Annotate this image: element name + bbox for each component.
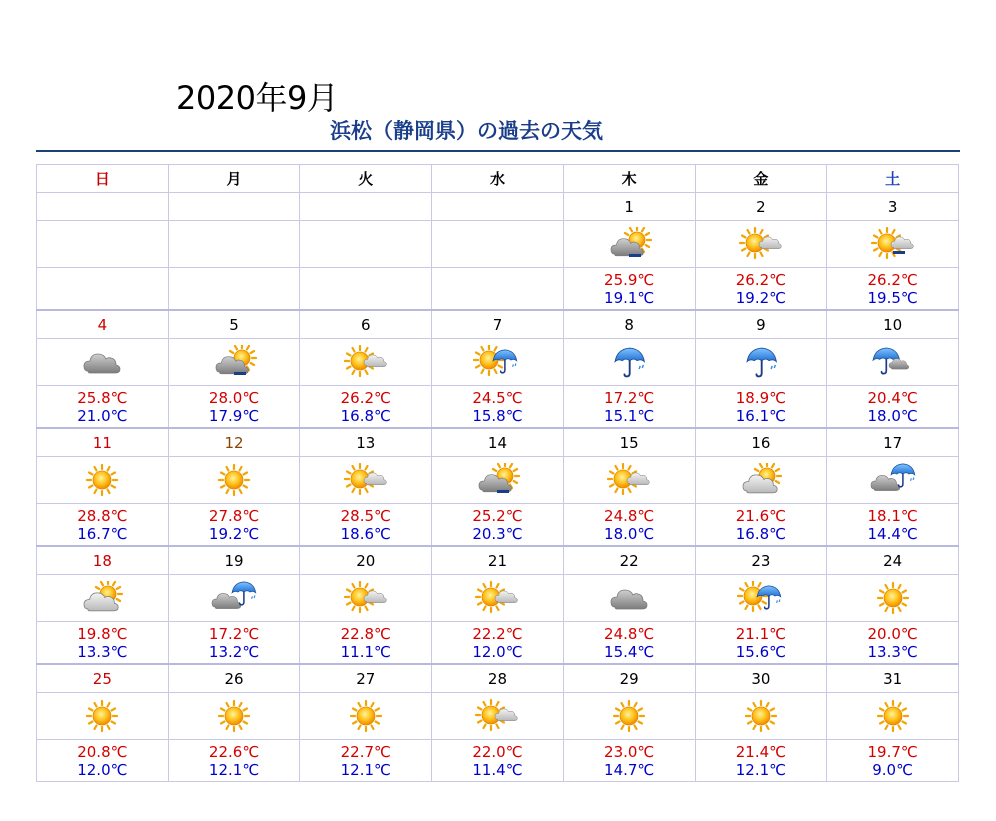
temperature-cell xyxy=(695,386,827,429)
day-number xyxy=(37,193,169,221)
low-temperature: 19.2℃ xyxy=(208,524,260,543)
day-number: 6 xyxy=(300,310,432,339)
weather-calendar xyxy=(36,164,960,790)
temperature-cell xyxy=(37,504,169,547)
temperature-cell xyxy=(563,386,695,429)
weather-icon-cell xyxy=(168,339,300,386)
sun-icon xyxy=(210,699,258,733)
sun-icon xyxy=(869,699,917,733)
temperature-cell xyxy=(37,740,169,782)
weather-icon-cell xyxy=(432,221,564,268)
weather-icon-cell xyxy=(300,339,432,386)
low-temperature: 11.4℃ xyxy=(472,760,523,779)
sun-cloud-icon xyxy=(342,345,390,379)
temperature-row xyxy=(37,740,959,782)
high-temperature: 22.2℃ xyxy=(472,624,523,643)
low-temperature: 11.1℃ xyxy=(340,642,391,661)
temperature-cell xyxy=(168,622,300,665)
sun-icon xyxy=(210,463,258,497)
day-number: 8 xyxy=(563,310,695,339)
day-number: 10 xyxy=(827,310,959,339)
low-temperature: 16.8℃ xyxy=(735,524,786,543)
low-temperature: 12.0℃ xyxy=(472,642,523,661)
temperature-cell xyxy=(432,504,564,547)
calendar-body xyxy=(37,193,959,782)
temperature-cell xyxy=(695,740,827,782)
weekday-sun: 日 xyxy=(37,165,169,193)
sun-cloud-icon xyxy=(605,463,653,497)
weekday-wed: 水 xyxy=(432,165,564,193)
sun-cloud-icon xyxy=(342,463,390,497)
high-temperature: 25.9℃ xyxy=(604,270,655,289)
high-temperature: 18.1℃ xyxy=(867,506,918,525)
day-number: 11 xyxy=(37,428,169,457)
day-number xyxy=(300,193,432,221)
high-temperature: 22.6℃ xyxy=(208,742,260,761)
day-number xyxy=(432,193,564,221)
day-number: 19 xyxy=(168,546,300,575)
weather-icon-cell xyxy=(37,457,169,504)
low-temperature: 13.3℃ xyxy=(867,642,918,661)
weekday-sat: 土 xyxy=(827,165,959,193)
high-temperature: 21.6℃ xyxy=(735,506,786,525)
low-temperature: 17.9℃ xyxy=(208,406,260,425)
cloud-sun-rain-icon xyxy=(210,345,258,379)
high-temperature: 18.9℃ xyxy=(735,388,786,407)
weather-icon-cell xyxy=(300,457,432,504)
weather-icon-row xyxy=(37,457,959,504)
temperature-cell xyxy=(827,386,959,429)
high-temperature: 26.2℃ xyxy=(735,270,786,289)
temperature-cell xyxy=(695,622,827,665)
high-temperature: 22.7℃ xyxy=(340,742,391,761)
low-temperature: 18.6℃ xyxy=(340,524,391,543)
weather-icon-cell xyxy=(168,457,300,504)
weather-icon-cell xyxy=(563,221,695,268)
weekday-fri: 金 xyxy=(695,165,827,193)
temperature-cell xyxy=(37,622,169,665)
temperature-cell xyxy=(300,740,432,782)
day-number: 5 xyxy=(168,310,300,339)
weekday-mon: 月 xyxy=(168,165,300,193)
day-number: 30 xyxy=(695,664,827,693)
sun-icon xyxy=(869,581,917,615)
temperature-cell xyxy=(563,504,695,547)
weather-icon-cell xyxy=(432,575,564,622)
temperature-cell xyxy=(563,740,695,782)
high-temperature: 23.0℃ xyxy=(604,742,655,761)
temperature-cell xyxy=(168,740,300,782)
low-temperature: 18.0℃ xyxy=(867,406,918,425)
weather-icon-cell xyxy=(827,339,959,386)
weather-icon-cell xyxy=(300,693,432,740)
high-temperature: 28.0℃ xyxy=(208,388,260,407)
weather-icon-cell xyxy=(37,339,169,386)
high-temperature: 20.0℃ xyxy=(867,624,918,643)
low-temperature: 16.1℃ xyxy=(735,406,786,425)
high-temperature: 26.2℃ xyxy=(340,388,391,407)
low-temperature: 15.1℃ xyxy=(604,406,655,425)
low-temperature: 15.8℃ xyxy=(472,406,523,425)
low-temperature: 13.2℃ xyxy=(208,642,260,661)
sun-icon xyxy=(342,699,390,733)
temperature-cell xyxy=(695,504,827,547)
temperature-cell xyxy=(432,386,564,429)
high-temperature: 28.5℃ xyxy=(340,506,391,525)
low-temperature: 14.7℃ xyxy=(604,760,655,779)
temperature-row xyxy=(37,622,959,665)
low-temperature: 21.0℃ xyxy=(77,406,128,425)
weather-icon-row xyxy=(37,575,959,622)
high-temperature: 19.8℃ xyxy=(77,624,128,643)
temperature-cell xyxy=(827,268,959,311)
temperature-cell xyxy=(695,268,827,311)
weather-icon-row xyxy=(37,693,959,740)
sun-icon xyxy=(78,699,126,733)
day-number: 14 xyxy=(432,428,564,457)
day-number: 9 xyxy=(695,310,827,339)
high-temperature: 19.7℃ xyxy=(867,742,918,761)
day-number: 15 xyxy=(563,428,695,457)
temperature-cell xyxy=(168,268,300,311)
sun-umbrella-icon xyxy=(473,345,521,379)
temperature-cell xyxy=(827,504,959,547)
year-month-label: 2020年9月 xyxy=(176,79,339,117)
low-temperature: 12.1℃ xyxy=(340,760,391,779)
low-temperature: 19.5℃ xyxy=(867,288,918,307)
temperature-cell xyxy=(300,386,432,429)
high-temperature: 21.4℃ xyxy=(735,742,786,761)
temperature-cell xyxy=(827,740,959,782)
weather-icon-row xyxy=(37,221,959,268)
temperature-cell xyxy=(37,386,169,429)
high-temperature: 22.0℃ xyxy=(472,742,523,761)
high-temperature: 24.8℃ xyxy=(604,624,655,643)
title-divider xyxy=(36,150,960,152)
weekday-thu: 木 xyxy=(563,165,695,193)
umbrella-cloud-icon xyxy=(869,345,917,379)
low-temperature: 9.0℃ xyxy=(872,760,913,779)
day-number: 7 xyxy=(432,310,564,339)
weather-icon-cell xyxy=(300,221,432,268)
low-temperature: 16.7℃ xyxy=(77,524,128,543)
low-temperature: 18.0℃ xyxy=(604,524,655,543)
cloud-sun-icon xyxy=(737,463,785,497)
weather-icon-cell xyxy=(827,221,959,268)
cloud-icon xyxy=(78,345,126,379)
day-number: 12 xyxy=(168,428,300,457)
weather-icon-cell xyxy=(168,575,300,622)
cloud-umbrella-icon xyxy=(210,581,258,615)
weather-icon-cell xyxy=(827,457,959,504)
temperature-cell xyxy=(168,386,300,429)
day-number: 23 xyxy=(695,546,827,575)
high-temperature: 27.8℃ xyxy=(208,506,260,525)
day-number: 17 xyxy=(827,428,959,457)
cloud-sun-rain-icon xyxy=(605,227,653,261)
cloud-sun-rain-icon xyxy=(473,463,521,497)
weekday-header-row xyxy=(37,165,959,193)
weather-icon-cell xyxy=(563,339,695,386)
day-number: 29 xyxy=(563,664,695,693)
cloud-sun-icon xyxy=(78,581,126,615)
day-number: 28 xyxy=(432,664,564,693)
weekday-tue: 火 xyxy=(300,165,432,193)
high-temperature: 24.5℃ xyxy=(472,388,523,407)
umbrella-icon xyxy=(737,345,785,379)
temperature-cell xyxy=(432,740,564,782)
low-temperature: 12.1℃ xyxy=(208,760,260,779)
low-temperature: 19.2℃ xyxy=(735,288,786,307)
sun-icon xyxy=(605,699,653,733)
high-temperature: 24.8℃ xyxy=(604,506,655,525)
low-temperature: 15.6℃ xyxy=(735,642,786,661)
page-title: 浜松（静岡県）の過去の天気 xyxy=(330,119,603,143)
weather-icon-cell xyxy=(695,693,827,740)
sun-icon xyxy=(737,699,785,733)
temperature-cell xyxy=(432,622,564,665)
day-number-row xyxy=(37,193,959,221)
high-temperature: 21.1℃ xyxy=(735,624,786,643)
day-number-row xyxy=(37,428,959,457)
day-number: 24 xyxy=(827,546,959,575)
sun-icon xyxy=(78,463,126,497)
low-temperature: 19.1℃ xyxy=(604,288,655,307)
day-number: 13 xyxy=(300,428,432,457)
weather-icon-cell xyxy=(168,693,300,740)
low-temperature: 16.8℃ xyxy=(340,406,391,425)
temperature-cell xyxy=(300,268,432,311)
temperature-cell xyxy=(300,622,432,665)
temperature-cell xyxy=(300,504,432,547)
sun-cloud-icon xyxy=(473,581,521,615)
day-number: 25 xyxy=(37,664,169,693)
day-number: 18 xyxy=(37,546,169,575)
low-temperature: 13.3℃ xyxy=(77,642,128,661)
high-temperature: 20.4℃ xyxy=(867,388,918,407)
day-number: 22 xyxy=(563,546,695,575)
high-temperature: 28.8℃ xyxy=(77,506,128,525)
weather-icon-cell xyxy=(695,339,827,386)
weather-icon-cell xyxy=(37,575,169,622)
weather-icon-cell xyxy=(432,457,564,504)
day-number: 1 xyxy=(563,193,695,221)
weather-icon-cell xyxy=(563,693,695,740)
low-temperature: 20.3℃ xyxy=(472,524,523,543)
weather-icon-cell xyxy=(300,575,432,622)
weather-icon-cell xyxy=(827,693,959,740)
high-temperature: 20.8℃ xyxy=(77,742,128,761)
temperature-cell xyxy=(432,268,564,311)
day-number-row xyxy=(37,546,959,575)
day-number: 27 xyxy=(300,664,432,693)
temperature-cell xyxy=(37,268,169,311)
sun-cloud-rain-icon xyxy=(869,227,917,261)
weather-icon-cell xyxy=(827,575,959,622)
weather-icon-cell xyxy=(563,457,695,504)
high-temperature: 17.2℃ xyxy=(604,388,655,407)
weather-icon-cell xyxy=(37,693,169,740)
day-number: 21 xyxy=(432,546,564,575)
weather-icon-cell xyxy=(695,457,827,504)
weather-icon-cell xyxy=(432,693,564,740)
sun-cloud-icon xyxy=(473,699,521,733)
day-number: 3 xyxy=(827,193,959,221)
temperature-row xyxy=(37,386,959,429)
weather-icon-row xyxy=(37,339,959,386)
temperature-cell xyxy=(563,622,695,665)
low-temperature: 12.0℃ xyxy=(77,760,128,779)
low-temperature: 12.1℃ xyxy=(735,760,786,779)
high-temperature: 22.8℃ xyxy=(340,624,391,643)
cloud-icon xyxy=(605,581,653,615)
temperature-row xyxy=(37,504,959,547)
cloud-umbrella-icon xyxy=(869,463,917,497)
day-number: 20 xyxy=(300,546,432,575)
temperature-cell xyxy=(563,268,695,311)
weather-icon-cell xyxy=(432,339,564,386)
temperature-cell xyxy=(827,622,959,665)
weather-icon-cell xyxy=(563,575,695,622)
weather-icon-cell xyxy=(168,221,300,268)
high-temperature: 17.2℃ xyxy=(208,624,260,643)
high-temperature: 26.2℃ xyxy=(867,270,918,289)
weather-icon-cell xyxy=(695,221,827,268)
umbrella-icon xyxy=(605,345,653,379)
sun-cloud-icon xyxy=(737,227,785,261)
sun-umbrella-icon xyxy=(737,581,785,615)
high-temperature: 25.2℃ xyxy=(472,506,523,525)
day-number: 26 xyxy=(168,664,300,693)
day-number: 16 xyxy=(695,428,827,457)
day-number: 2 xyxy=(695,193,827,221)
weather-icon-cell xyxy=(695,575,827,622)
high-temperature: 25.8℃ xyxy=(77,388,128,407)
temperature-cell xyxy=(168,504,300,547)
low-temperature: 15.4℃ xyxy=(604,642,655,661)
day-number-row xyxy=(37,664,959,693)
low-temperature: 14.4℃ xyxy=(867,524,918,543)
day-number: 31 xyxy=(827,664,959,693)
day-number-row xyxy=(37,310,959,339)
day-number xyxy=(168,193,300,221)
day-number: 4 xyxy=(37,310,169,339)
weather-icon-cell xyxy=(37,221,169,268)
sun-cloud-icon xyxy=(342,581,390,615)
temperature-row xyxy=(37,268,959,311)
calendar-table xyxy=(36,164,959,782)
